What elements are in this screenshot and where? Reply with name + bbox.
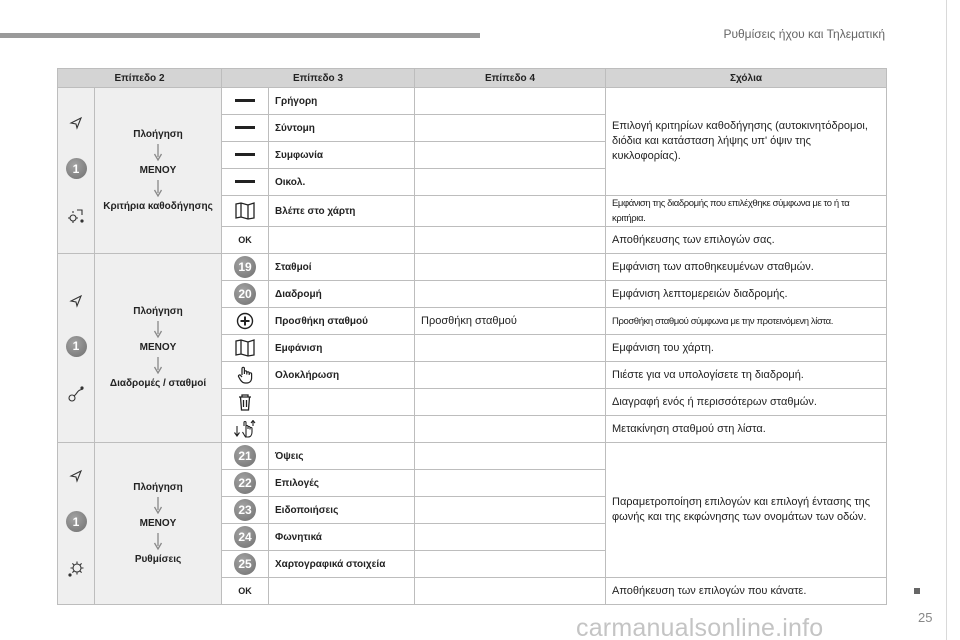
level4-empty	[415, 524, 606, 551]
margin-rule	[946, 0, 947, 640]
step-badge-20: 20	[234, 283, 256, 305]
hand-icon	[237, 366, 253, 384]
level4-empty	[415, 362, 606, 389]
menu-settings: Ρυθμίσεις	[134, 553, 182, 565]
comment-settings: Παραμετροποίηση επιλογών και επιλογή έντασης της φωνής και της εκφώνησης των ονομάτων των οδών.	[606, 443, 887, 578]
step-badge-1: 1	[66, 158, 87, 179]
map-icon-cell	[222, 335, 269, 362]
comment-save-choices: Αποθήκευσης των επιλογών σας.	[606, 227, 887, 254]
option-eco[interactable]: Οικολ.	[269, 169, 415, 196]
menu-routes-stations: Διαδρομές / σταθμοί	[109, 378, 207, 389]
level4-empty	[415, 497, 606, 524]
level4-empty	[415, 389, 606, 416]
option-view-on-map[interactable]: Βλέπε στο χάρτη	[269, 196, 415, 227]
level4-empty	[415, 335, 606, 362]
level2-icons-cell	[58, 88, 95, 254]
page-header-title: Ρυθμίσεις ήχου και Τηλεματική	[723, 27, 885, 41]
arrow-down-icon	[153, 533, 163, 551]
arrow-down-icon	[153, 321, 163, 339]
menu-navigation: Πλοήγηση	[133, 306, 183, 317]
comment-add-station: Προσθήκη σταθμού σύμφωνα με την προτεινόμενη λίστα.	[606, 308, 887, 335]
menu-navigation: Πλοήγηση	[133, 128, 183, 140]
level2-icons-cell	[58, 254, 95, 443]
bar-icon	[235, 125, 255, 131]
arrow-down-icon	[153, 144, 163, 162]
bar-icon	[235, 98, 255, 104]
settings-table	[57, 68, 887, 605]
level4-add-station[interactable]: Προσθήκη σταθμού	[415, 308, 606, 335]
option-fast[interactable]: Γρήγορη	[269, 88, 415, 115]
comment-guidance-criteria: Επιλογή κριτηρίων καθοδήγησης (αυτοκινητόδρομοι, διόδια και κατάσταση λήψης υπ' όψιν της κυκλοφορίας).	[606, 88, 887, 196]
level4-empty	[415, 578, 606, 605]
map-icon-cell	[222, 196, 269, 227]
option-map-data[interactable]: Χαρτογραφικά στοιχεία	[269, 551, 415, 578]
add-icon-cell	[222, 308, 269, 335]
badge-cell	[222, 443, 269, 470]
table-row	[58, 443, 887, 470]
option-short[interactable]: Σύντομη	[269, 115, 415, 142]
bar-icon	[235, 179, 255, 185]
ok-label: OK	[238, 585, 252, 596]
comment-saved-stations: Εμφάνιση των αποθηκευμένων σταθμών.	[606, 254, 887, 281]
waypoint-route-icon	[67, 385, 85, 403]
move-icon-cell	[222, 416, 269, 443]
menu-main: MENOY	[139, 164, 177, 176]
hand-icon-cell	[222, 362, 269, 389]
settings-gear-icon	[67, 560, 85, 578]
settings-route-icon	[67, 207, 85, 225]
option-options[interactable]: Επιλογές	[269, 470, 415, 497]
step-badge-23: 23	[234, 499, 256, 521]
level4-empty	[415, 115, 606, 142]
table-row	[58, 88, 887, 115]
level4-empty	[415, 470, 606, 497]
step-badge-1: 1	[66, 336, 87, 357]
arrow-down-icon	[153, 180, 163, 198]
navigation-arrow-icon	[69, 469, 83, 483]
bar-icon-cell	[222, 142, 269, 169]
option-display[interactable]: Εμφάνιση	[269, 335, 415, 362]
badge-cell	[222, 497, 269, 524]
arrow-down-icon	[153, 357, 163, 375]
level4-empty	[415, 281, 606, 308]
ok-cell	[222, 578, 269, 605]
level4-empty	[415, 196, 606, 227]
watermark: carmanualsonline.info	[576, 614, 824, 640]
col-header-level3: Επίπεδο 3	[222, 69, 415, 88]
level4-empty	[415, 416, 606, 443]
level4-empty	[415, 88, 606, 115]
label-empty[interactable]	[269, 389, 415, 416]
arrow-down-icon	[153, 497, 163, 515]
table-row	[58, 254, 887, 281]
page-bullet	[914, 588, 920, 594]
bar-icon	[235, 152, 255, 158]
col-header-comments: Σχόλια	[606, 69, 887, 88]
level4-empty	[415, 551, 606, 578]
option-views[interactable]: Όψεις	[269, 443, 415, 470]
label-empty	[269, 227, 415, 254]
comment-route-details: Εμφάνιση λεπτομερειών διαδρομής.	[606, 281, 887, 308]
label-empty[interactable]	[269, 416, 415, 443]
option-complete[interactable]: Ολοκλήρωση	[269, 362, 415, 389]
bar-icon-cell	[222, 88, 269, 115]
comment-delete-stations: Διαγραφή ενός ή περισσότερων σταθμών.	[606, 389, 887, 416]
level2-menu-path	[95, 254, 222, 443]
move-icon	[234, 420, 256, 438]
navigation-arrow-icon	[69, 294, 83, 308]
col-header-level2: Επίπεδο 2	[58, 69, 222, 88]
step-badge-25: 25	[234, 553, 256, 575]
badge-cell	[222, 551, 269, 578]
map-icon	[235, 202, 255, 220]
level2-menu-path	[95, 88, 222, 254]
level4-empty	[415, 443, 606, 470]
level2-menu-path	[95, 443, 222, 605]
step-badge-19: 19	[234, 256, 256, 278]
ok-cell	[222, 227, 269, 254]
step-badge-22: 22	[234, 472, 256, 494]
badge-cell	[222, 524, 269, 551]
bar-icon-cell	[222, 115, 269, 142]
option-compromise[interactable]: Συμφωνία	[269, 142, 415, 169]
menu-main: MENOY	[139, 342, 177, 353]
comment-move-station: Μετακίνηση σταθμού στη λίστα.	[606, 416, 887, 443]
level4-empty	[415, 169, 606, 196]
menu-main: MENOY	[139, 517, 177, 529]
navigation-arrow-icon	[69, 116, 83, 130]
level4-empty	[415, 254, 606, 281]
badge-cell	[222, 254, 269, 281]
level4-empty	[415, 142, 606, 169]
badge-cell	[222, 281, 269, 308]
menu-guidance-criteria: Κριτήρια καθοδήγησης	[103, 200, 213, 212]
option-add-station[interactable]: Προσθήκη σταθμού	[269, 308, 415, 335]
comment-view-route: Εμφάνιση της διαδρομής που επιλέχθηκε σύμφωνα με το ή τα κριτήρια.	[606, 196, 887, 227]
table-header-row	[58, 69, 887, 88]
label-empty	[269, 578, 415, 605]
trash-icon-cell	[222, 389, 269, 416]
step-badge-24: 24	[234, 526, 256, 548]
ok-label: OK	[238, 234, 252, 245]
option-voice[interactable]: Φωνητικά	[269, 524, 415, 551]
option-stations[interactable]: Σταθμοί	[269, 254, 415, 281]
col-header-level4: Επίπεδο 4	[415, 69, 606, 88]
option-route[interactable]: Διαδρομή	[269, 281, 415, 308]
page-number: 25	[918, 610, 933, 625]
comment-calculate-route: Πιέστε για να υπολογίσετε τη διαδρομή.	[606, 362, 887, 389]
step-badge-21: 21	[234, 445, 256, 467]
bar-icon-cell	[222, 169, 269, 196]
comment-display-map: Εμφάνιση του χάρτη.	[606, 335, 887, 362]
level4-empty	[415, 227, 606, 254]
badge-cell	[222, 470, 269, 497]
add-icon	[236, 312, 254, 330]
menu-navigation: Πλοήγηση	[133, 481, 183, 493]
trash-icon	[238, 394, 252, 411]
comment-save-settings: Αποθήκευση των επιλογών που κάνατε.	[606, 578, 887, 605]
header-rule	[0, 33, 480, 38]
map-icon	[235, 339, 255, 357]
option-alerts[interactable]: Ειδοποιήσεις	[269, 497, 415, 524]
step-badge-1: 1	[66, 511, 87, 532]
level2-icons-cell	[58, 443, 95, 605]
